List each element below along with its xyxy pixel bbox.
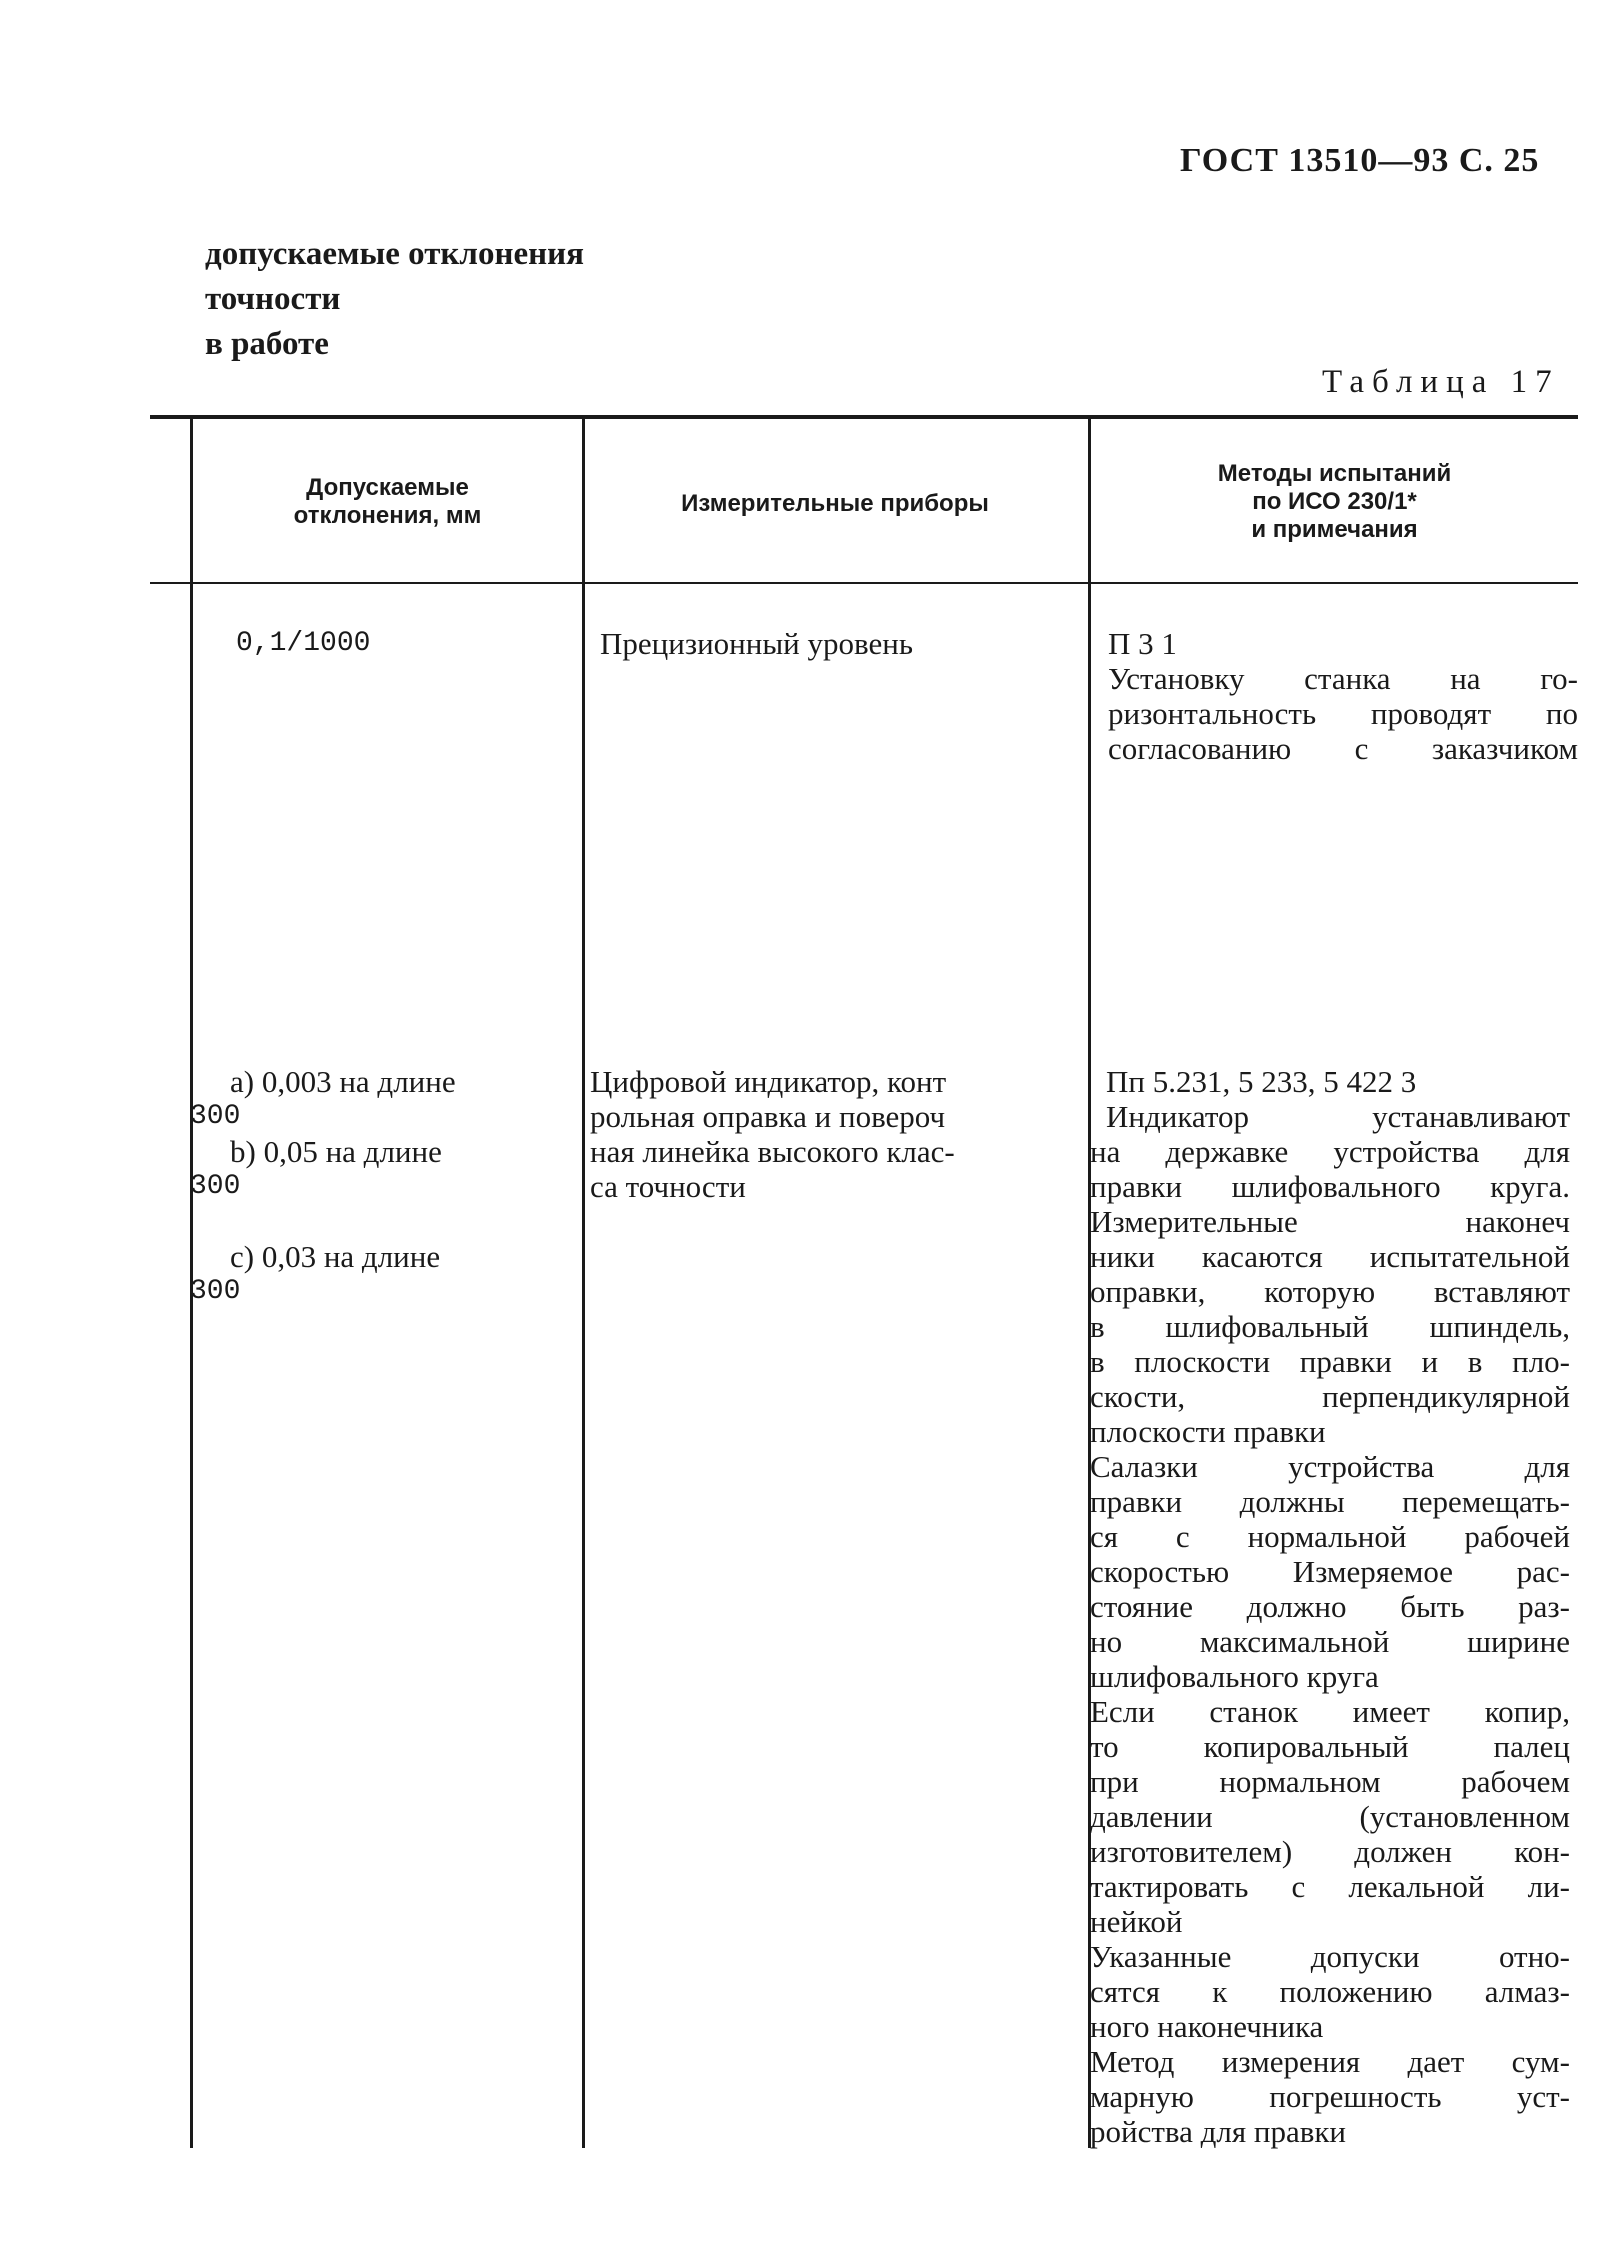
cell-line: сятся к положению алмаз-	[1090, 1974, 1570, 2009]
row2-instruments	[590, 1064, 1070, 1204]
document-reference: ГОСТ 13510—93 С. 25	[1180, 142, 1540, 179]
cell-line: Установку станка на го-	[1108, 661, 1578, 696]
row1-methods	[1108, 626, 1578, 766]
cell-line: Метод измерения дает сум-	[1090, 2044, 1570, 2079]
cell-line: Если станок имеет копир,	[1090, 1694, 1570, 1729]
cell-line: согласованию с заказчиком	[1108, 731, 1578, 766]
cell-line: Индикатор устанавливают	[1106, 1099, 1570, 1134]
cell-line: Прецизионный уровень	[600, 626, 913, 661]
table-column-divider	[582, 418, 585, 2148]
cell-line: Салазки устройства для	[1090, 1449, 1570, 1484]
cell-line: рольная оправка и повероч	[590, 1099, 946, 1134]
cell-line: са точности	[590, 1169, 746, 1204]
cell-line: Цифровой индикатор, конт	[590, 1064, 947, 1099]
cell-line: ризонтальность проводят по	[1108, 696, 1578, 731]
heading-line: допускаемые отклонения	[205, 236, 584, 272]
cell-line: оправки, которую вставляют	[1090, 1274, 1570, 1309]
row1-deviation	[236, 626, 370, 661]
cell-line: в шлифовальный шпиндель,	[1090, 1309, 1570, 1344]
cell-line: шлифовального круга	[1090, 1659, 1379, 1694]
cell-line: на державке устройства для	[1090, 1134, 1570, 1169]
cell-line: но максимальной ширине	[1090, 1624, 1570, 1659]
table-top-rule	[150, 415, 1578, 419]
section-heading	[205, 232, 584, 367]
cell-line: скоростью Измеряемое рас-	[1090, 1554, 1570, 1589]
heading-line: в работе	[205, 326, 329, 362]
cell-line: ся с нормальной рабочей	[1090, 1519, 1570, 1554]
row1-instruments	[600, 626, 913, 661]
cell-line: Измерительные наконеч	[1090, 1204, 1570, 1239]
cell-line: 300	[190, 1276, 241, 1307]
column-header-methods	[1092, 460, 1577, 544]
cell-line: плоскости правки	[1090, 1414, 1326, 1449]
column-header-line: и примечания	[1251, 516, 1418, 543]
cell-line: 300	[190, 1171, 241, 1202]
cell-line: давлении (установленном	[1090, 1799, 1570, 1834]
cell-line: то копировальный палец	[1090, 1729, 1570, 1764]
column-header-line: Измерительные приборы	[681, 490, 989, 517]
column-header-line: Методы испытаний	[1217, 460, 1452, 487]
column-header-line: по ИСО 230/1*	[1252, 488, 1417, 515]
cell-line: при нормальном рабочем	[1090, 1764, 1570, 1799]
cell-line: 300	[190, 1101, 241, 1132]
cell-line: ная линейка высокого клас-	[590, 1134, 955, 1169]
row2-deviation	[190, 1064, 580, 1309]
cell-line: c) 0,03 на длине	[230, 1239, 441, 1274]
cell-line: ройства для правки	[1090, 2114, 1347, 2149]
cell-line: a) 0,003 на длине	[230, 1064, 456, 1099]
table-header-rule	[150, 582, 1578, 584]
row2-methods	[1090, 1064, 1570, 2149]
cell-line: ники касаются испытательной	[1090, 1239, 1570, 1274]
cell-line: 0,1/1000	[236, 628, 371, 659]
cell-line: скости, перпендикулярной	[1090, 1379, 1570, 1414]
cell-line	[190, 1204, 580, 1239]
cell-line: Пп 5.231, 5 233, 5 422 3	[1106, 1064, 1417, 1099]
heading-line: точности	[205, 281, 341, 317]
table-label: Таблица 17	[1322, 364, 1560, 400]
cell-line: b) 0,05 на длине	[230, 1134, 442, 1169]
cell-line: марную погрешность уст-	[1090, 2079, 1570, 2114]
cell-line: ного наконечника	[1090, 2009, 1324, 2044]
cell-line: П 3 1	[1108, 626, 1177, 661]
cell-line: правки должны перемещать-	[1090, 1484, 1570, 1519]
cell-line: изготовителем) должен кон-	[1090, 1834, 1570, 1869]
column-header-instruments	[585, 490, 1085, 518]
cell-line: правки шлифовального круга.	[1090, 1169, 1570, 1204]
cell-line: стояние должно быть раз-	[1090, 1589, 1570, 1624]
column-header-deviations	[195, 474, 580, 530]
column-header-line: Допускаемые	[306, 474, 469, 501]
column-header-line: отклонения, мм	[293, 502, 482, 529]
cell-line: нейкой	[1090, 1904, 1183, 1939]
cell-line: Указанные допуски отно-	[1090, 1939, 1570, 1974]
cell-line: тактировать с лекальной ли-	[1090, 1869, 1570, 1904]
cell-line: в плоскости правки и в пло-	[1090, 1344, 1570, 1379]
